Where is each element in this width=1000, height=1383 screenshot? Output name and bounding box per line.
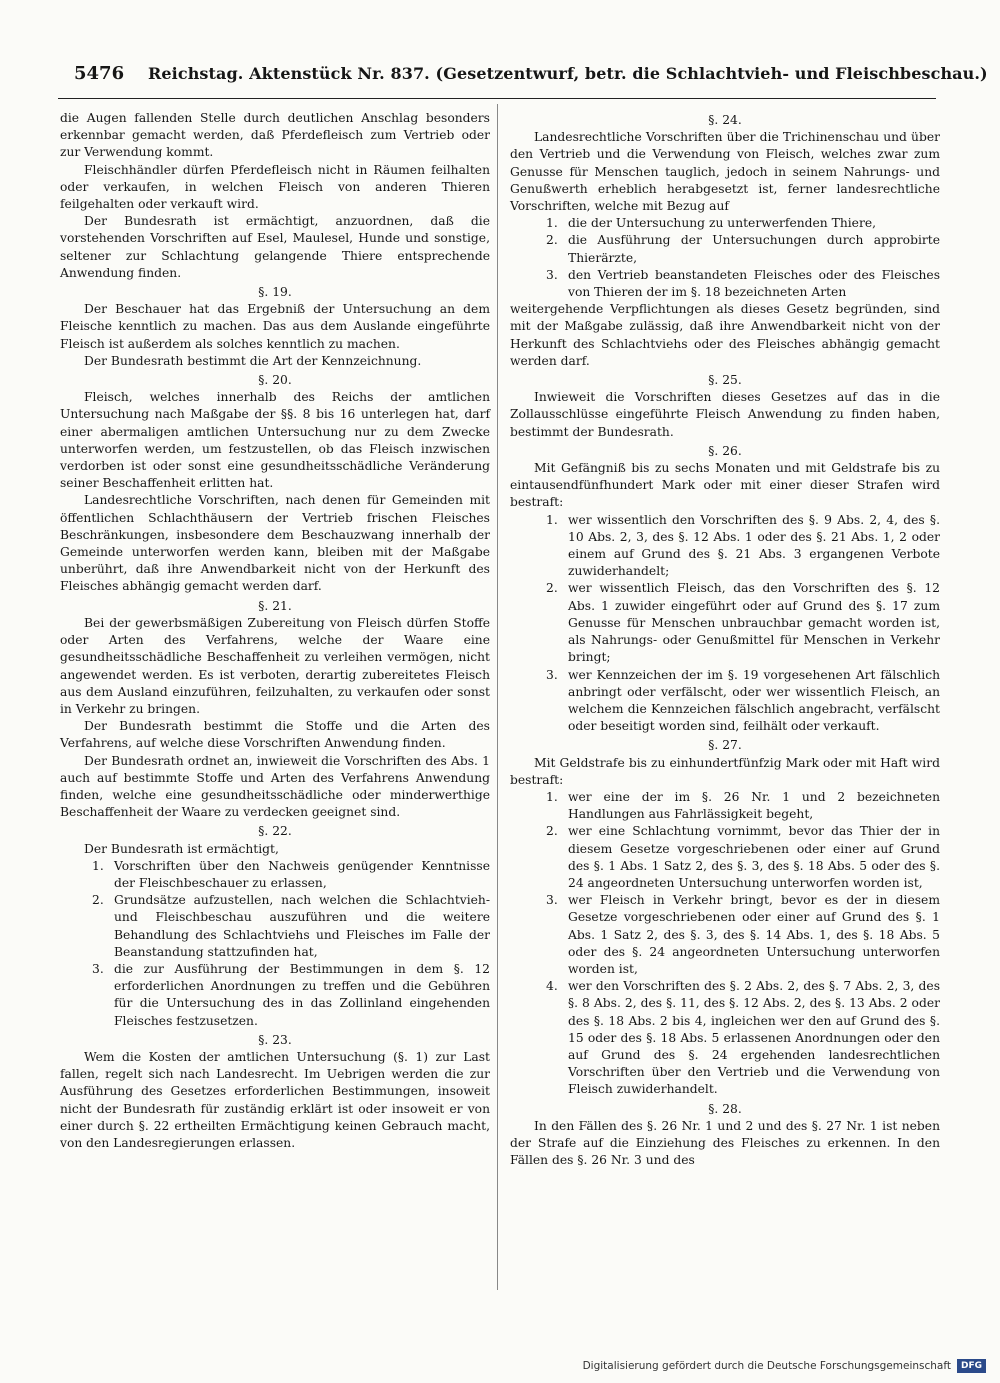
- list-item: [510, 978, 940, 1098]
- dfg-logo: DFG: [957, 1359, 986, 1373]
- list-text: wer wissentlich den Vorschriften des §. 9 Abs. 2, 4, des §. 10 Abs. 2, 3, des §. 12 Abs. 1 oder des §. 21 Abs. 1, 2 oder einem auf Grund des §. 21 Abs. 3 ergangenen Verbote zuwiderhandelt;: [568, 512, 940, 579]
- list-number: 2.: [546, 824, 558, 839]
- list-text: Vorschriften über den Nachweis genügender Kenntnisse der Fleischbeschauer zu erlassen,: [114, 858, 490, 890]
- list-text: die der Untersuchung zu unterwerfenden Thiere,: [568, 216, 877, 231]
- section-heading-26: §. 26.: [708, 443, 742, 458]
- paragraph: Der Bundesrath ist ermächtigt, anzuordnen, daß die vorstehenden Vorschriften auf Esel, Maulesel, Hunde und sonstige, seltener zur Schlachtung gelangende Thiere entsprechende Anwendung finden.: [60, 214, 490, 280]
- section-heading-20: §. 20.: [258, 373, 292, 388]
- list-item: [510, 580, 940, 666]
- list-text: wer Kennzeichen der im §. 19 vorgesehenen Art fälschlich anbringt oder verfälscht, oder wer wissentlich Fleisch, an welchem die Kennzeichen fälschlich angebracht, verfälscht oder beseitigt worden sind, feilhält oder verkauft.: [568, 667, 940, 734]
- list-number: 3.: [546, 893, 558, 908]
- list-number: 1.: [92, 858, 104, 873]
- left-column: [60, 110, 490, 1152]
- paragraph: Fleisch, welches innerhalb des Reichs der amtlichen Untersuchung nach Maßgabe der §§. 8 bis 16 unterlegen hat, darf einer abermaligen amtlichen Untersuchung nur zu dem Zwecke unterworfen werden, um festzustellen, ob das Fleisch inzwischen verdorben ist oder sonst eine gesundheitsschädliche Veränderung seiner Beschaffenheit erlitten hat.: [60, 390, 490, 491]
- paragraph: Mit Gefängniß bis zu sechs Monaten und mit Geldstrafe bis zu eintausendfünfhundert Mark oder mit einer dieser Strafen wird bestraft:: [510, 461, 940, 510]
- list-text: wer eine der im §. 26 Nr. 1 und 2 bezeichneten Handlungen aus Fahrlässigkeit begeht,: [568, 789, 940, 822]
- paragraph: Fleischhändler dürfen Pferdefleisch nicht in Räumen feilhalten oder verkaufen, in welchen Fleisch von anderen Thieren feilgehalten oder verkauft wird.: [60, 162, 490, 212]
- list-item: [510, 667, 940, 736]
- list-text: den Vertrieb beanstandeten Fleisches oder des Fleisches von Thieren der im §. 18 bezeichneten Arten: [568, 267, 940, 300]
- list-number: 2.: [546, 233, 558, 248]
- paragraph: Wem die Kosten der amtlichen Untersuchung (§. 1) zur Last fallen, regelt sich nach Landesrecht. Im Uebrigen werden die zur Ausführung des Gesetzes erforderlichen Bestimmungen, insoweit nicht der Bundesrath für zuständig erklärt ist oder insoweit er von einer durch §. 22 ertheilten Ermächtigung keinen Gebrauch macht, von den Landesregierungen erlassen.: [60, 1049, 490, 1150]
- digitization-footer: [583, 1359, 986, 1373]
- list-text: wer den Vorschriften des §. 2 Abs. 2, des §. 7 Abs. 2, 3, des §. 8 Abs. 2, des §. 11, des §. 12 Abs. 2, des §. 13 Abs. 2 oder des §. 18 Abs. 2 bis 4, ingleichen wer den auf Grund des §. 15 oder des §. 18 Abs. 5 erlassenen Anordnungen oder den auf Grund des §. 24 ergehenden landesrechtlichen Vorschriften über den Vertrieb und die Verwendung von Fleisch zuwiderhandelt.: [568, 979, 940, 1097]
- list-text: Grundsätze aufzustellen, nach welchen die Schlachtvieh- und Fleischbeschau auszuführen und die weitere Behandlung des Schlachtviehs und Fleisches im Falle der Beanstandung stattzufinden hat,: [114, 893, 490, 959]
- list-number: 3.: [546, 667, 558, 682]
- list-item: [60, 892, 490, 961]
- list-item: [510, 789, 940, 823]
- list-number: 3.: [92, 961, 104, 976]
- list-text: wer wissentlich Fleisch, das den Vorschriften des §. 12 Abs. 1 zuwider eingeführt oder auf Grund des §. 17 zum Genusse für Menschen unbrauchbar gemacht worden ist, als Nahrungs- oder Genußmittel für Menschen in Verkehr bringt;: [568, 581, 940, 665]
- section-heading-24: §. 24.: [708, 113, 742, 127]
- numbered-list: [510, 512, 940, 736]
- paragraph: Landesrechtliche Vorschriften über die Trichinenschau und über den Vertrieb und die Verwendung von Fleisch, welches zwar zum Genusse für Menschen tauglich, jedoch in seinem Nahrungs- und Genußwerth erheblich herabgesetzt ist, ferner landesrechtliche Vorschriften, welche mit Bezug auf: [510, 130, 940, 214]
- list-item: [510, 892, 940, 978]
- paragraph: In den Fällen des §. 26 Nr. 1 und 2 und des §. 27 Nr. 1 ist neben der Strafe auf die Einziehung des Fleisches zu erkennen. In den Fällen des §. 26 Nr. 3 und des: [510, 1118, 940, 1168]
- list-item: [510, 823, 940, 892]
- paragraph: die Augen fallenden Stelle durch deutlichen Anschlag besonders erkennbar gemacht werden, daß Pferdefleisch zum Vertrieb oder zur Verwendung kommt.: [60, 111, 490, 160]
- list-text: die zur Ausführung der Bestimmungen in dem §. 12 erforderlichen Anordnungen zu treffen und die Gebühren für die Untersuchung des in das Zollinland eingehenden Fleisches festzusetzen.: [114, 961, 490, 1028]
- numbered-list: [510, 215, 940, 301]
- right-column: [510, 110, 940, 1169]
- list-number: 1.: [546, 512, 558, 527]
- list-item: [510, 267, 940, 301]
- running-title: Reichstag. Aktenstück Nr. 837. (Gesetzentwurf, betr. die Schlachtvieh- und Fleischbeschau.): [148, 64, 988, 83]
- section-heading-21: §. 21.: [258, 598, 292, 613]
- paragraph: Bei der gewerbsmäßigen Zubereitung von Fleisch dürfen Stoffe oder Arten des Verfahrens, welche der Waare eine gesundheitsschädliche Beschaffenheit zu verleihen vermögen, nicht angewendet werden. Es ist verboten, derartig zubereitetes Fleisch aus dem Ausland einzuführen, feilzuhalten, zu verkaufen oder sonst in Verkehr zu bringen.: [60, 615, 490, 716]
- section-heading-19: §. 19.: [258, 285, 292, 300]
- list-text: die Ausführung der Untersuchungen durch approbirte Thierärzte,: [568, 233, 940, 265]
- paragraph: Der Bundesrath bestimmt die Art der Kennzeichnung.: [84, 353, 422, 368]
- list-number: 1.: [546, 789, 558, 804]
- list-text: wer eine Schlachtung vornimmt, bevor das Thier der in diesem Gesetze vorgeschriebenen oder einer auf Grund des §. 1 Abs. 1 Satz 2, des §. 3, des §. 18 Abs. 5 oder des §. 24 angeordneten Untersuchung unterworfen worden ist,: [568, 824, 940, 890]
- numbered-list: [510, 789, 940, 1099]
- paragraph: Mit Geldstrafe bis zu einhundertfünfzig Mark oder mit Haft wird bestraft:: [510, 755, 940, 787]
- page-header: [58, 58, 988, 99]
- section-heading-23: §. 23.: [258, 1032, 292, 1047]
- list-item: [60, 961, 490, 1030]
- paragraph: weitergehende Verpflichtungen als dieses Gesetz begründen, sind mit der Maßgabe zulässig, daß ihre Anwendbarkeit nicht von der Herkunft des Schlachtviehs oder des Fleisches abhängig gemacht werden darf.: [510, 302, 940, 368]
- list-item: [510, 215, 940, 232]
- list-number: 3.: [546, 267, 558, 282]
- list-number: 2.: [546, 581, 558, 596]
- list-number: 2.: [92, 893, 104, 908]
- section-heading-28: §. 28.: [708, 1101, 742, 1116]
- list-number: 1.: [546, 216, 558, 231]
- list-item: [510, 512, 940, 581]
- column-divider: [497, 104, 498, 1290]
- paragraph: Inwieweit die Vorschriften dieses Gesetzes auf das in die Zollausschlüsse eingeführte Fleisch Anwendung zu finden haben, bestimmt der Bundesrath.: [510, 390, 940, 439]
- footer-text: Digitalisierung gefördert durch die Deutsche Forschungsgemeinschaft: [582, 1360, 951, 1372]
- page-number: 5476: [74, 63, 125, 84]
- numbered-list: [60, 858, 490, 1030]
- paragraph: Der Bundesrath bestimmt die Stoffe und die Arten des Verfahrens, auf welche diese Vorschriften Anwendung finden.: [60, 719, 490, 751]
- list-item: [60, 858, 490, 892]
- section-heading-22: §. 22.: [258, 824, 292, 839]
- section-heading-25: §. 25.: [708, 373, 742, 388]
- list-item: [510, 232, 940, 266]
- paragraph: Der Bundesrath ist ermächtigt,: [84, 841, 279, 856]
- section-heading-27: §. 27.: [708, 738, 742, 753]
- list-number: 4.: [546, 979, 558, 994]
- list-text: wer Fleisch in Verkehr bringt, bevor es der in diesem Gesetze vorgeschriebenen oder einer auf Grund des §. 1 Abs. 1 Satz 2, des §. 3, des §. 14 Abs. 1, des §. 18 Abs. 5 oder des §. 24 angeordneten Untersuchung unterworfen worden ist,: [568, 893, 940, 976]
- paragraph: Landesrechtliche Vorschriften, nach denen für Gemeinden mit öffentlichen Schlachthäusern der Vertrieb frischen Fleisches Beschränkungen, insbesondere dem Beschauzwang innerhalb der Gemeinde unterworfen werden kann, bleiben mit der Maßgabe unberührt, daß ihre Anwendbarkeit nicht von der Herkunft des Fleisches abhängig gemacht werden darf.: [60, 493, 490, 594]
- paragraph: Der Beschauer hat das Ergebniß der Untersuchung an dem Fleische kenntlich zu machen. Das aus dem Auslande eingeführte Fleisch ist außerdem als solches kenntlich zu machen.: [60, 302, 490, 351]
- paragraph: Der Bundesrath ordnet an, inwieweit die Vorschriften des Abs. 1 auch auf bestimmte Stoffe und Arten des Verfahrens Anwendung finden, welche eine gesundheitsschädliche oder minderwerthige Beschaffenheit der Waare zu verdecken geeignet sind.: [60, 753, 490, 820]
